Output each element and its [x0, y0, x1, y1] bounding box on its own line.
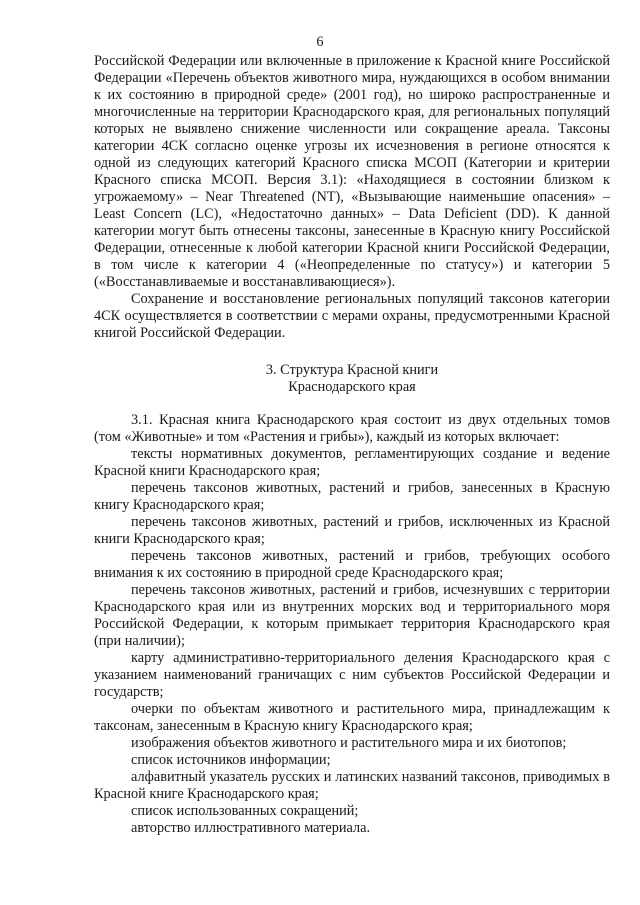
document-body	[94, 53, 610, 837]
section-heading: 3. Структура Красной книги	[265, 362, 439, 378]
list-item: изображения объектов животного и растительного мира и их биотопов;	[131, 735, 567, 751]
list-item: тексты нормативных документов, регламентирующих создание и ведение Красной книги Краснодарского края;	[94, 446, 610, 479]
paragraph-conservation: Сохранение и восстановление региональных популяций таксонов категории 4СК осуществляется в соответствии с мерами охраны, предусмотренными Красной книгой Российской Федерации.	[94, 291, 610, 341]
list-item: перечень таксонов животных, растений и грибов, исчезнувших с территории Краснодарского края или из внутренних морских вод и территориального моря Российской Федерации, к которым примыкает территория Краснодарского края (при наличии);	[94, 582, 610, 649]
paragraph-categories: Российской Федерации или включенные в приложение к Красной книге Российской Федерации «Перечень объектов животного мира, нуждающихся в особом внимании к их состоянию в природной среде» (2001 год), но широко распространенные и многочисленные на территории Краснодарского края, для региональных популяций которых не выявлено снижение численности или сокращение ареала. Таксоны категории 4СК согласно оценке угрозы их исчезновения в регионе относятся к одной из следующих категорий Красного списка МСОП (Категории и критерии Красного списка МСОП. Версия 3.1): «Находящиеся в состоянии близком к угрожаемому» – Near Threatened (NT), «Вызывающие наименьшие опасения» – Least Concern (LC), «Недостаточно данных» – Data Deficient (DD). К данной категории могут быть отнесены таксоны, занесенные в Красную книгу Российской Федерации, отнесенные к любой категории Красной книги Российской Федерации, в том числе к категории 4 («Неопределенные по статусу») и категории 5 («Восстанавливаемые и восстанавливающиеся»).	[94, 53, 610, 290]
list-item: алфавитный указатель русских и латинских названий таксонов, приводимых в Красной книге Краснодарского края;	[94, 769, 610, 802]
list-item: перечень таксонов животных, растений и грибов, исключенных из Красной книги Краснодарского края;	[94, 514, 610, 547]
page-number: 6	[316, 34, 324, 50]
list-item: карту административно-территориального деления Краснодарского края с указанием наименований граничащих с ним субъектов Российской Федерации и государств;	[94, 650, 610, 700]
list-item: авторство иллюстративного материала.	[131, 820, 371, 836]
section-heading-subtitle: Краснодарского края	[288, 379, 416, 395]
list-item: перечень таксонов животных, растений и грибов, требующих особого внимания к их состоянию в природной среде Краснодарского края;	[94, 548, 610, 581]
list-item: перечень таксонов животных, растений и грибов, занесенных в Красную книгу Краснодарского края;	[94, 480, 610, 513]
section-intro: 3.1. Красная книга Краснодарского края состоит из двух отдельных томов (том «Животные» и том «Растения и грибы»), каждый из которых включает:	[94, 412, 610, 445]
list-item: список использованных сокращений;	[131, 803, 359, 819]
list-item: очерки по объектам животного и растительного мира, принадлежащим к таксонам, занесенным в Красную книгу Краснодарского края;	[94, 701, 610, 734]
list-item: список источников информации;	[131, 752, 331, 768]
